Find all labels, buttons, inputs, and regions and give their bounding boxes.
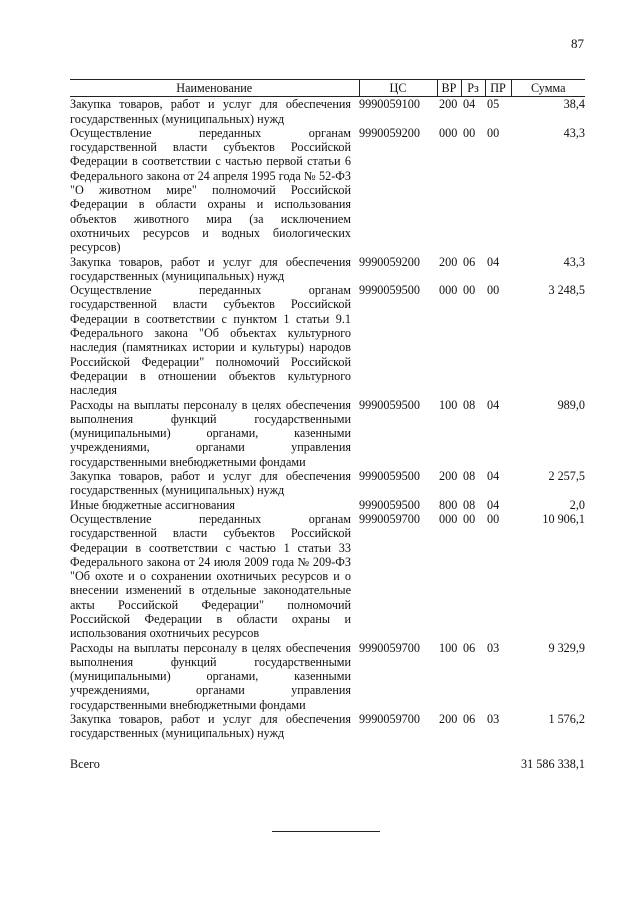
table-row — [70, 641, 585, 712]
table-row — [70, 712, 585, 741]
row-name: Закупка товаров, работ и услуг для обеспечения государственных (муниципальных) нужд — [70, 97, 351, 126]
row-vr: 800 — [439, 497, 458, 512]
row-sum: 10 906,1 — [542, 511, 585, 526]
row-name: Осуществление переданных органам государственной власти субъектов Российской Федерации в соответствии с пунктом 1 статьи 9.1 Федерального закона "Об объектах культурного наследия (памятниках истории и культуры) народов Российской Федерации" полномочий Российской Федерации в отношении объектов культурного наследия — [70, 283, 351, 398]
row-vr: 000 — [439, 125, 458, 140]
row-pr: 04 — [487, 497, 500, 512]
row-name: Расходы на выплаты персоналу в целях обеспечения выполнения функций государственными (муниципальными) органами, казенными учреждениями, органами управления государственными внебюджетными фондами — [70, 640, 351, 712]
row-pr: 03 — [487, 640, 500, 655]
header-cs: ЦС — [359, 80, 437, 97]
header-name: Наименование — [70, 80, 359, 97]
total-label: Всего — [70, 756, 100, 771]
row-pr: 00 — [487, 125, 500, 140]
row-cs: 9990059700 — [359, 640, 420, 655]
row-vr: 200 — [439, 97, 458, 112]
row-vr: 100 — [439, 640, 458, 655]
row-sum: 2 257,5 — [548, 469, 585, 484]
header-vr: ВР — [437, 80, 461, 97]
row-rz: 06 — [463, 712, 476, 727]
row-sum: 43,3 — [563, 125, 585, 140]
row-rz: 08 — [463, 397, 476, 412]
page-number: 87 — [571, 36, 584, 51]
row-vr: 100 — [439, 397, 458, 412]
row-cs: 9990059700 — [359, 511, 420, 526]
row-pr: 04 — [487, 397, 500, 412]
row-pr: 05 — [487, 97, 500, 112]
header-pr: ПР — [485, 80, 511, 97]
table-row — [70, 498, 585, 512]
table-row — [70, 469, 585, 498]
table-row — [70, 255, 585, 284]
row-sum: 1 576,2 — [548, 712, 585, 727]
row-rz: 08 — [463, 497, 476, 512]
row-pr: 04 — [487, 469, 500, 484]
row-cs: 9990059500 — [359, 497, 420, 512]
row-cs: 9990059500 — [359, 469, 420, 484]
row-cs: 9990059100 — [359, 97, 420, 112]
row-cs: 9990059500 — [359, 283, 420, 298]
header-sum: Сумма — [511, 80, 585, 97]
row-pr: 00 — [487, 283, 500, 298]
table-body — [70, 97, 585, 771]
row-sum: 43,3 — [563, 254, 585, 269]
row-pr: 03 — [487, 712, 500, 727]
row-vr: 200 — [439, 712, 458, 727]
row-rz: 00 — [463, 511, 476, 526]
table-header — [70, 80, 585, 97]
row-pr: 04 — [487, 254, 500, 269]
row-vr: 200 — [439, 254, 458, 269]
row-name: Закупка товаров, работ и услуг для обеспечения государственных (муниципальных) нужд — [70, 254, 351, 283]
row-name: Закупка товаров, работ и услуг для обеспечения государственных (муниципальных) нужд — [70, 712, 351, 741]
row-pr: 00 — [487, 511, 500, 526]
row-sum: 9 329,9 — [548, 640, 585, 655]
row-sum: 989,0 — [557, 397, 585, 412]
budget-table — [70, 79, 585, 771]
row-vr: 000 — [439, 283, 458, 298]
row-name: Осуществление переданных органам государственной власти субъектов Российской Федерации в соответствии с частью первой статьи 6 Федерального закона от 24 апреля 1995 года № 52-ФЗ "О животном мире" полномочий Российской Федерации в области охраны и использования объектов животного мира (за исключением охотничьих ресурсов и водных биологических ресурсов) — [70, 125, 351, 255]
row-name: Расходы на выплаты персоналу в целях обеспечения выполнения функций государственными (муниципальными) органами, казенными учреждениями, органами управления государственными внебюджетными фондами — [70, 397, 351, 469]
row-sum: 38,4 — [563, 97, 585, 112]
row-name: Осуществление переданных органам государственной власти субъектов Российской Федерации в соответствии с частью 1 статьи 33 Федерального закона от 24 июля 2009 года № 209-ФЗ "Об охоте и о сохранении охотничьих ресурсов и о внесении изменений в отдельные законодательные акты Российской Федерации" полномочий Российской Федерации в области охраны и использования охотничьих ресурсов — [70, 511, 351, 641]
row-cs: 9990059500 — [359, 397, 420, 412]
table-row — [70, 283, 585, 397]
row-cs: 9990059700 — [359, 712, 420, 727]
row-sum: 3 248,5 — [548, 283, 585, 298]
table-row — [70, 398, 585, 469]
row-cs: 9990059200 — [359, 125, 420, 140]
row-name: Закупка товаров, работ и услуг для обеспечения государственных (муниципальных) нужд — [70, 469, 351, 498]
row-rz: 08 — [463, 469, 476, 484]
table-row — [70, 126, 585, 255]
table-row — [70, 97, 585, 126]
row-vr: 000 — [439, 511, 458, 526]
budget-table-container — [70, 79, 585, 771]
row-rz: 04 — [463, 97, 476, 112]
row-cs: 9990059200 — [359, 254, 420, 269]
total-row — [70, 741, 585, 771]
total-sum: 31 586 338,1 — [521, 756, 585, 771]
row-sum: 2,0 — [569, 497, 585, 512]
row-rz: 00 — [463, 283, 476, 298]
row-rz: 00 — [463, 125, 476, 140]
row-name: Иные бюджетные ассигнования — [70, 497, 236, 512]
table-row — [70, 512, 585, 641]
row-rz: 06 — [463, 254, 476, 269]
header-rz: Рз — [461, 80, 485, 97]
footer-divider — [272, 831, 380, 832]
row-rz: 06 — [463, 640, 476, 655]
row-vr: 200 — [439, 469, 458, 484]
